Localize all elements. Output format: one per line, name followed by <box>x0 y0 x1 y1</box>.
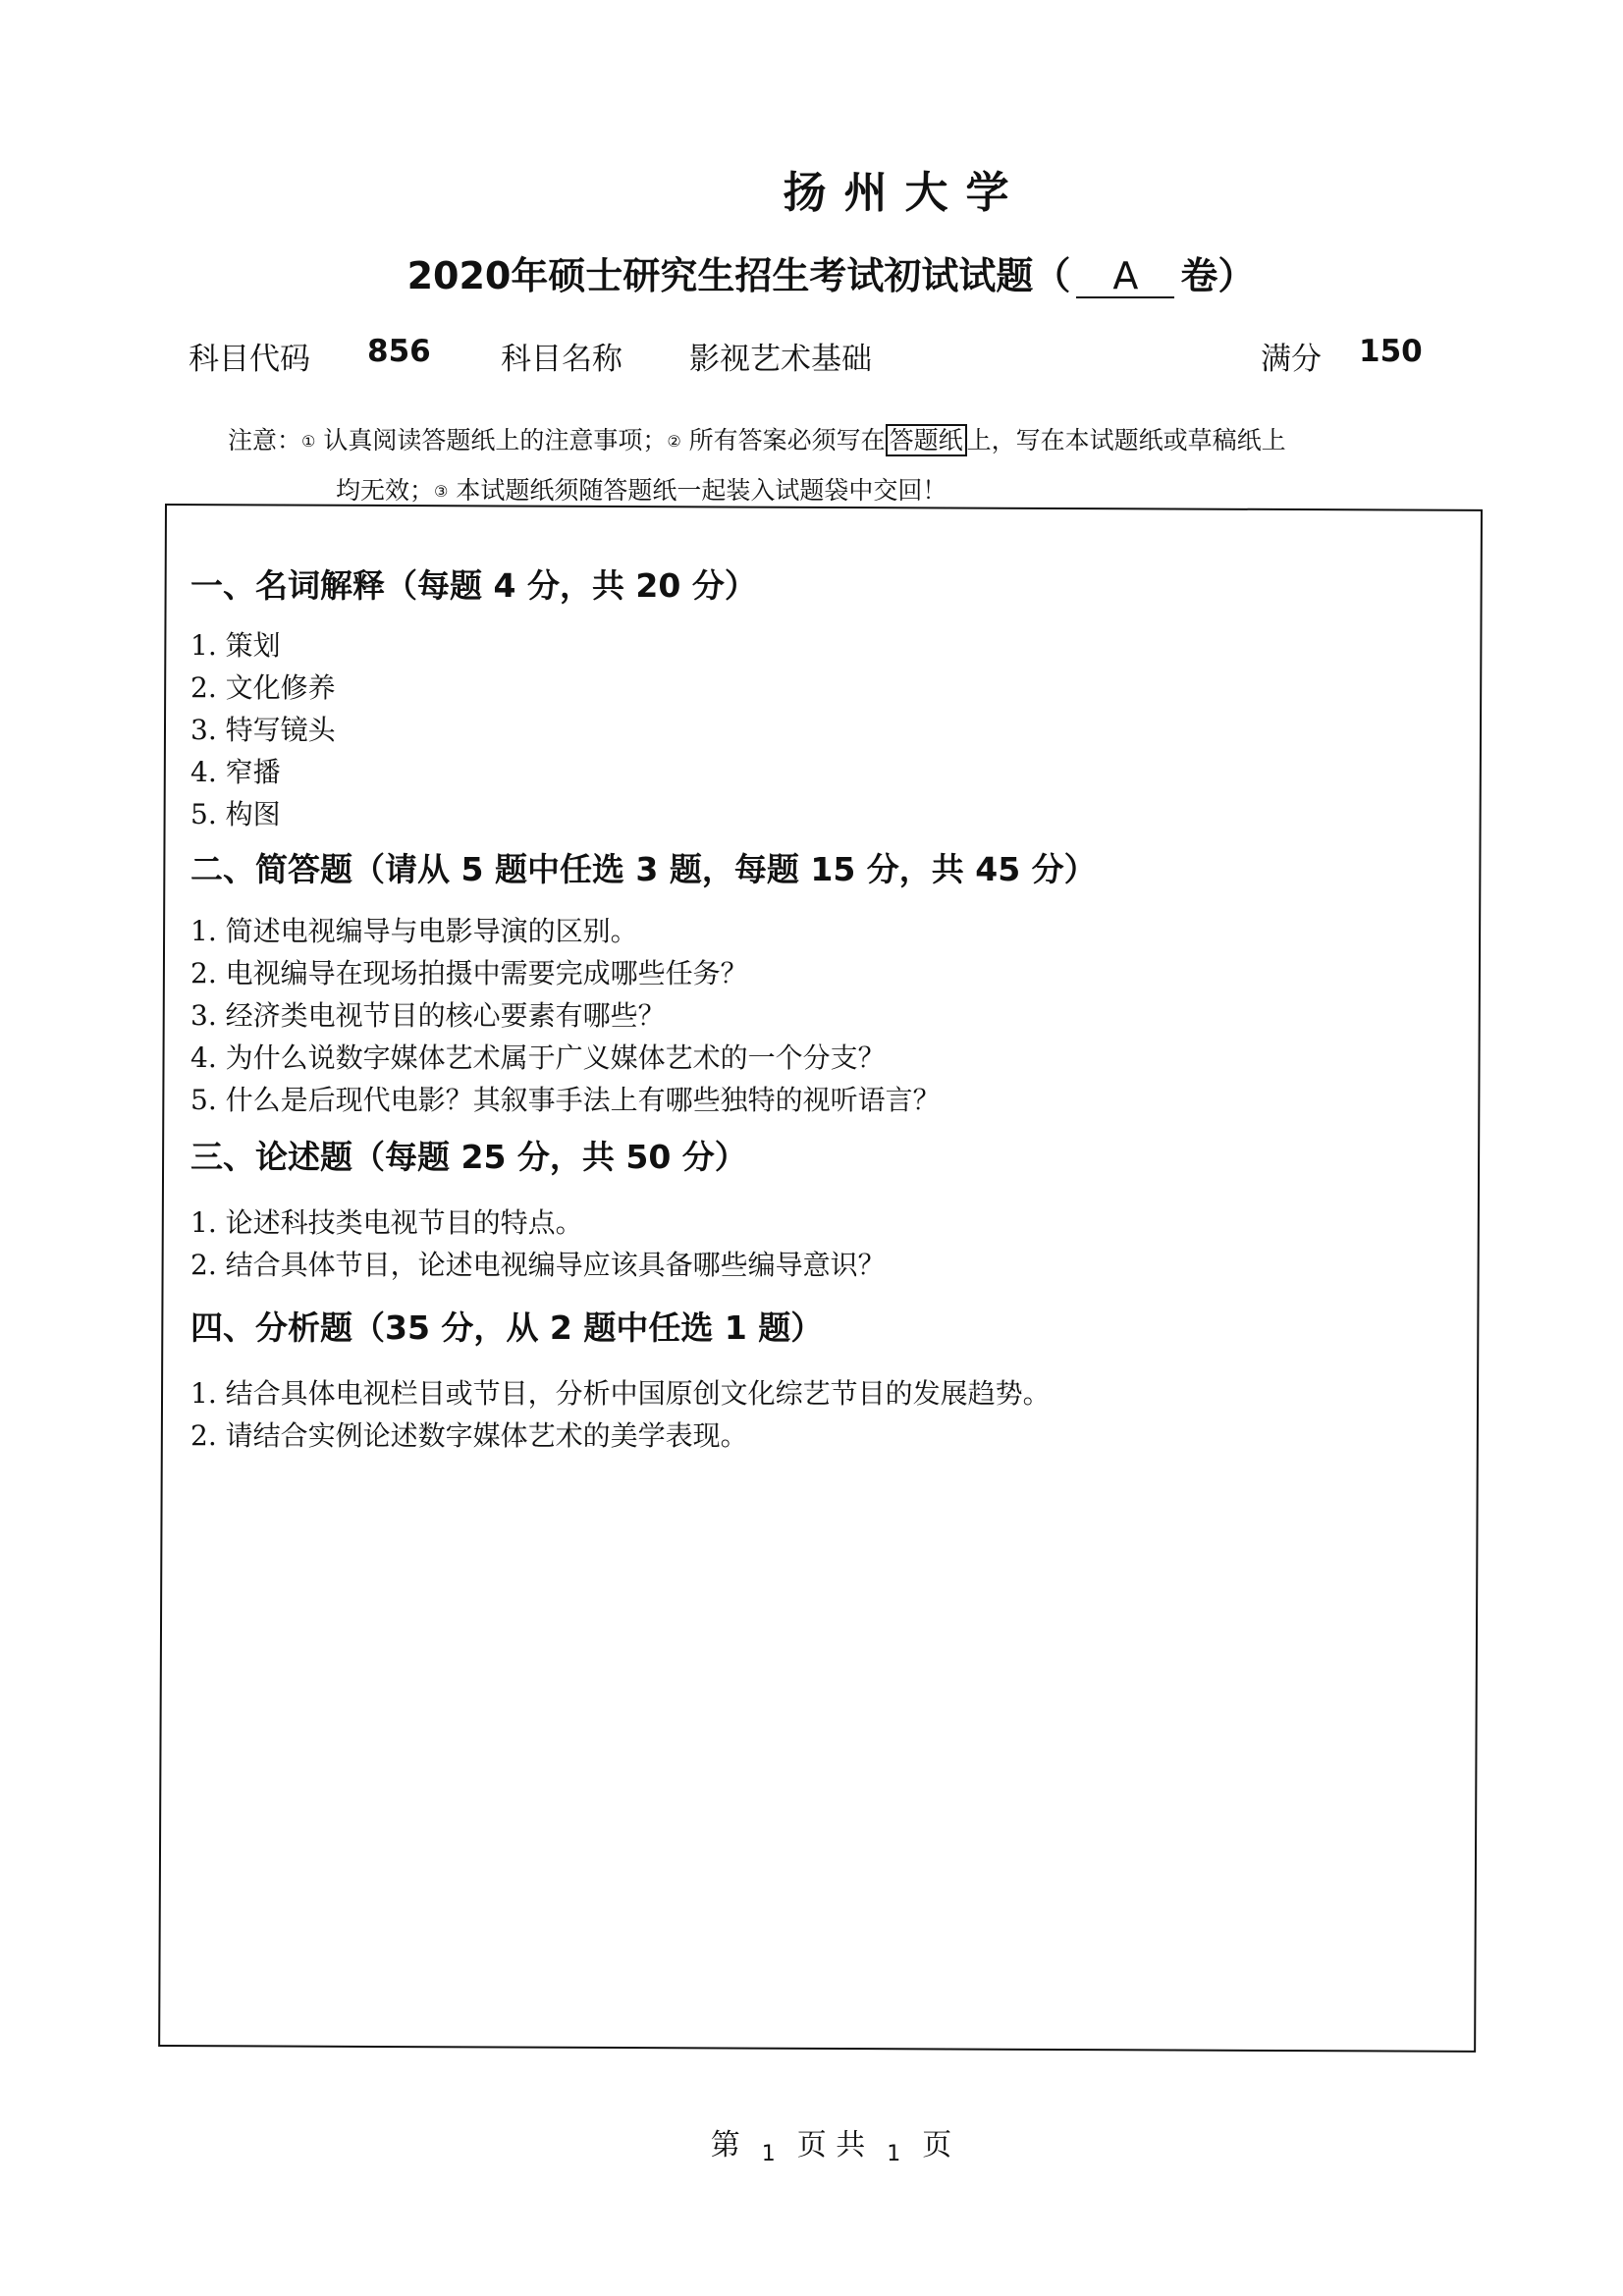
full-score-label: 满分 <box>1261 342 1322 377</box>
question-item: 1. 结合具体电视栏目或节目，分析中国原创文化综艺节目的发展趋势。 <box>190 1377 1051 1410</box>
notice-text-2a: 所有答案必须写在 <box>688 426 886 454</box>
section-title: 二、简答题（请从 5 题中任选 3 题，每题 15 分，共 45 分） <box>190 850 1097 888</box>
section-term-explanation <box>190 558 1467 835</box>
section-essay <box>190 1129 1467 1286</box>
notice-line-1 <box>228 416 1504 466</box>
section-title: 四、分析题（35 分，从 2 题中任选 1 题） <box>190 1308 824 1347</box>
section-title: 三、论述题（每题 25 分，共 50 分） <box>190 1138 747 1176</box>
exam-title <box>0 245 1623 299</box>
page-number-footer <box>0 2120 1623 2166</box>
question-item: 4. 窄播 <box>190 756 281 788</box>
subject-name-label: 科目名称 <box>501 342 622 377</box>
question-item: 2. 请结合实例论述数字媒体艺术的美学表现。 <box>190 1419 748 1452</box>
subject-code: 856 <box>367 334 431 369</box>
current-page-number: 1 <box>761 2142 776 2166</box>
notice-block <box>228 416 1504 516</box>
question-item: 4. 为什么说数字媒体艺术属于广义媒体艺术的一个分支？ <box>190 1041 886 1074</box>
question-item: 1. 论述科技类电视节目的特点。 <box>190 1206 583 1239</box>
notice-label: 注意： <box>228 426 302 454</box>
question-item: 5. 什么是后现代电影？其叙事手法上有哪些独特的视听语言？ <box>190 1084 941 1116</box>
section-analysis <box>190 1300 1467 1457</box>
paper-type: A <box>1076 257 1174 298</box>
exam-title-prefix: 2020年硕士研究生招生考试初试试题（ <box>406 254 1071 297</box>
full-score: 150 <box>1359 334 1423 369</box>
marker-2: ② <box>667 432 681 451</box>
footer-mid: 页 共 <box>796 2128 866 2163</box>
footer-prefix: 第 <box>710 2128 740 2163</box>
subject-meta-row <box>189 334 1465 383</box>
subject-code-label: 科目代码 <box>189 342 310 377</box>
notice-text-2b: 上，写在本试题纸或草稿纸上 <box>966 426 1286 454</box>
marker-1: ① <box>301 432 316 451</box>
question-item: 1. 简述电视编导与电影导演的区别。 <box>190 915 638 947</box>
subject-name: 影视艺术基础 <box>689 342 872 377</box>
university-title: 扬州大学 <box>783 168 1027 218</box>
question-item: 3. 特写镜头 <box>190 714 336 746</box>
question-item: 5. 构图 <box>190 798 281 830</box>
notice-text-1: 认真阅读答题纸上的注意事项； <box>323 426 668 454</box>
total-page-number: 1 <box>887 2142 901 2166</box>
section-short-answer <box>190 841 1467 1121</box>
footer-suffix: 页 <box>922 2128 952 2163</box>
section-title: 一、名词解释（每题 4 分，共 20 分） <box>190 566 757 605</box>
question-item: 2. 电视编导在现场拍摄中需要完成哪些任务？ <box>190 957 748 989</box>
question-item: 2. 文化修养 <box>190 671 336 704</box>
question-sections <box>190 558 1467 1457</box>
notice-text-2c: 均无效； <box>336 476 435 505</box>
notice-text-3: 本试题纸须随答题纸一起装入试题袋中交回！ <box>456 476 947 505</box>
marker-3: ③ <box>434 482 449 501</box>
exam-title-suffix: 卷） <box>1180 254 1256 297</box>
question-item: 2. 结合具体节目，论述电视编导应该具备哪些编导意识？ <box>190 1249 886 1281</box>
question-item: 3. 经济类电视节目的核心要素有哪些？ <box>190 999 666 1032</box>
question-item: 1. 策划 <box>190 629 281 662</box>
answer-sheet-boxed: 答题纸 <box>886 424 967 456</box>
